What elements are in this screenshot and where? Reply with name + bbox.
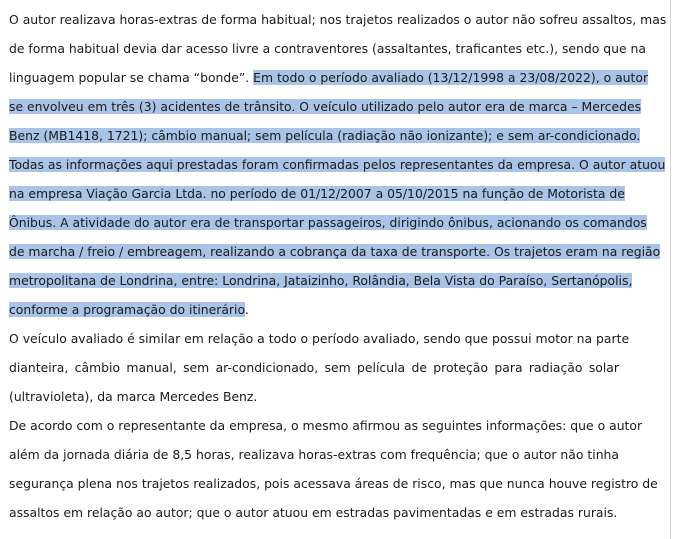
selected-text[interactable]: metropolitana de Londrina, entre: Londrina, Jataizinho, Rolândia, Bela Vista do Paraíso, Sertanópolis,	[9, 273, 633, 288]
line-text: dianteira, câmbio manual, sem ar-condicionado, sem película de proteção para radiação solar	[9, 360, 619, 375]
selected-text[interactable]: Todas as informações aqui prestadas foram confirmadas pelos representantes da empresa. O autor atuou	[9, 157, 666, 172]
text-line-15	[9, 416, 643, 435]
text-line-13	[9, 358, 619, 377]
selected-text[interactable]: se envolveu em três (3) acidentes de trânsito. O veículo utilizado pelo autor era de marca – Mercedes	[9, 99, 642, 114]
text-line-8[interactable]	[9, 213, 647, 232]
text-line-9[interactable]	[9, 242, 661, 261]
line-text: O veículo avaliado é similar em relação a todo o período avaliado, sendo que possui motor na parte	[9, 331, 630, 346]
text-line-18	[9, 503, 619, 522]
text-line-14	[9, 387, 619, 406]
selected-text[interactable]: Benz (MB1418, 1721); câmbio manual; sem película (radiação não ionizante); e sem ar-condicionado.	[9, 128, 641, 143]
line-text: além da jornada diária de 8,5 horas, realizava horas-extras com frequência; que o autor não tinha	[9, 447, 619, 462]
text-line-6[interactable]	[9, 155, 666, 174]
text-line-4[interactable]	[9, 97, 642, 116]
selected-text[interactable]: Em todo o período avaliado (13/12/1998 a 23/08/2022), o autor	[253, 70, 649, 85]
text-line-12	[9, 329, 630, 348]
text-line-2	[9, 39, 647, 58]
page-margin-line	[670, 0, 671, 539]
text-line-5[interactable]	[9, 126, 641, 145]
text-line-16	[9, 445, 619, 464]
line-text: linguagem popular se chama “bonde”.	[9, 70, 254, 85]
text-line-11[interactable]	[9, 300, 619, 319]
selected-text[interactable]: de marcha / freio / embreagem, realizando a cobrança da taxa de transporte. Os trajetos eram na região	[9, 244, 661, 259]
text-line-10[interactable]	[9, 271, 633, 290]
selected-text[interactable]: Ônibus. A atividade do autor era de transportar passageiros, dirigindo ônibus, acionando os comandos	[9, 215, 647, 230]
text-line-17	[9, 474, 658, 493]
line-text: assaltos em relação ao autor; que o autor atuou em estradas pavimentadas e em estradas rurais.	[9, 505, 618, 520]
line-text: de forma habitual devia dar acesso livre a contraventores (assaltantes, traficantes etc.), sendo que na	[9, 41, 647, 56]
text-line-1	[9, 10, 667, 29]
line-text: .	[244, 302, 249, 317]
selected-text[interactable]: na empresa Viação Garcia Ltda. no período de 01/12/2007 a 05/10/2015 na função de Motorista de	[9, 186, 625, 201]
text-line-7[interactable]	[9, 184, 625, 203]
line-text: O autor realizava horas-extras de forma habitual; nos trajetos realizados o autor não sofreu assaltos, mas	[9, 12, 667, 27]
line-text: (ultravioleta), da marca Mercedes Benz.	[9, 389, 258, 404]
line-text: De acordo com o representante da empresa, o mesmo afirmou as seguintes informações: que o autor	[9, 418, 643, 433]
selected-text[interactable]: conforme a programação do itinerário	[9, 302, 245, 317]
line-text: segurança plena nos trajetos realizados, pois acessava áreas de risco, mas que nunca houve registro de	[9, 476, 658, 491]
text-line-3[interactable]	[9, 68, 649, 87]
